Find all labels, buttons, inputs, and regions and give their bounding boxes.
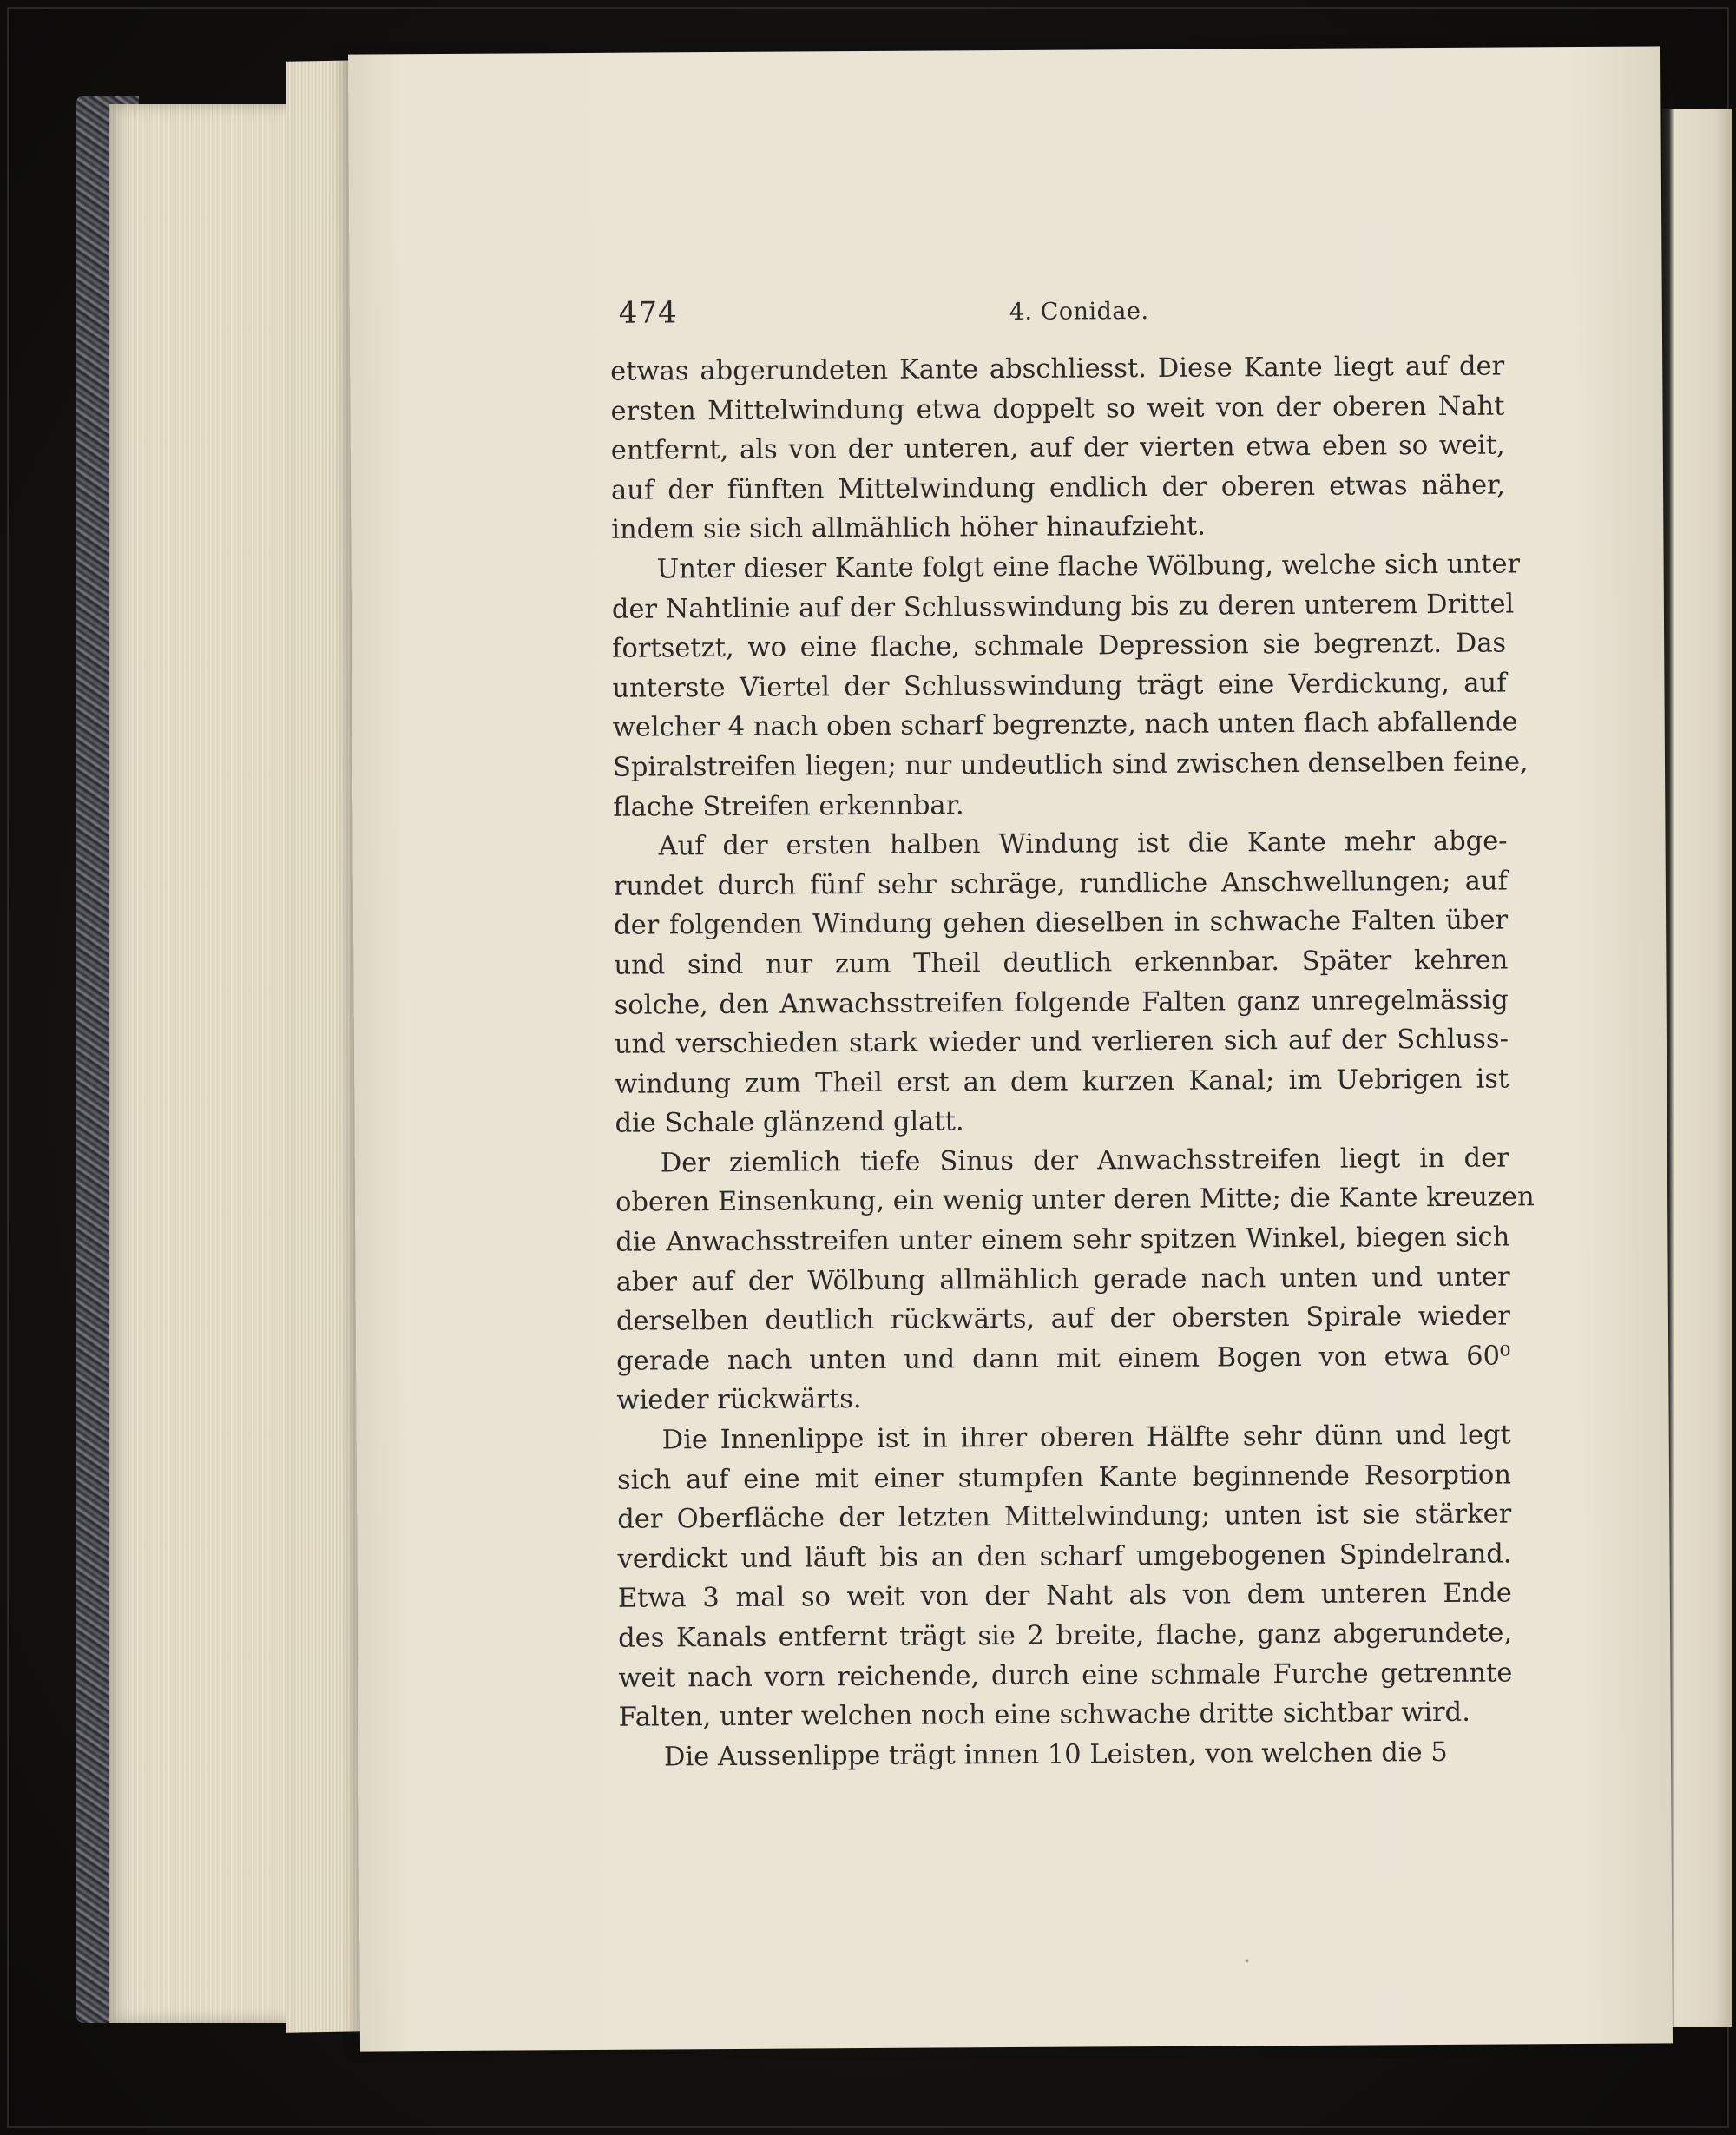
- text-line: rundet durch fünf sehr schräge, rundliche Anschwellungen; auf: [613, 866, 1508, 902]
- text-line: Spiralstreifen liegen; nur undeutlich sind zwischen denselben feine,: [612, 747, 1529, 783]
- text-line: der Nahtlinie auf der Schlusswindung bis zu deren unterem Drittel: [611, 589, 1515, 625]
- text-line: der folgenden Windung gehen dieselben in schwache Falten über: [614, 905, 1509, 942]
- text-line: entfernt, als von der unteren, auf der vierten etwa eben so weit,: [610, 430, 1505, 466]
- text-line: unterste Viertel der Schlusswindung trägt eine Verdickung, auf: [612, 668, 1507, 704]
- text-line: flache Streifen erkennbar.: [613, 789, 964, 823]
- text-line: sich auf eine mit einer stumpfen Kante beginnende Resorption: [616, 1460, 1512, 1496]
- text-line: verdickt und läuft bis an den scharf umgebogenen Spindelrand.: [617, 1539, 1512, 1575]
- paper-speck: [1245, 1959, 1248, 1962]
- text-line: Die Aussenlippe trägt innen 10 Leisten, von welchen die 5: [663, 1736, 1448, 1773]
- page-header: [619, 291, 1487, 348]
- text-line: der Oberfläche der letzten Mittelwindung; unten ist sie stärker: [617, 1499, 1512, 1535]
- text-line: und verschieden stark wieder und verlieren sich auf der Schluss-: [614, 1024, 1509, 1060]
- text-line: indem sie sich allmählich höher hinaufzieht.: [611, 511, 1206, 546]
- text-line: weit nach vorn reichende, durch eine schmale Furche getrennte: [618, 1657, 1513, 1694]
- paragraph: [615, 1138, 1535, 1420]
- paragraph: [610, 347, 1505, 550]
- text-line: Auf der ersten halben Windung ist die Kante mehr abge-: [658, 826, 1508, 862]
- text-line: Die Innenlippe ist in ihrer oberen Hälfte sehr dünn und legt: [661, 1420, 1511, 1456]
- text-line: die Anwachsstreifen unter einem sehr spitzen Winkel, biegen sich: [615, 1222, 1510, 1258]
- text-line: des Kanals entfernt trägt sie 2 breite, flache, ganz abgerundete,: [618, 1618, 1513, 1654]
- text-line: gerade nach unten und dann mit einem Bogen von etwa 60⁰: [616, 1341, 1511, 1377]
- paragraph: [619, 1732, 1513, 1777]
- facing-page-edge: [1662, 109, 1732, 2027]
- text-line: die Schale glänzend glatt.: [615, 1106, 964, 1140]
- text-line: aber auf der Wölbung allmählich gerade nach unten und unter: [615, 1262, 1510, 1298]
- paragraph: [611, 544, 1529, 827]
- text-line: Falten, unter welchen noch eine schwache dritte sichtbar wird.: [618, 1697, 1470, 1733]
- body-text: [610, 347, 1535, 1778]
- text-line: etwas abgerundeten Kante abschliesst. Diese Kante liegt auf der: [610, 351, 1505, 387]
- text-line: welcher 4 nach oben scharf begrenzte, nach unten flach abfallende: [612, 707, 1518, 744]
- page-stack-left: [108, 104, 317, 2023]
- text-line: Etwa 3 mal so weit von der Naht als von dem unteren Ende: [617, 1578, 1512, 1615]
- paragraph: [613, 822, 1509, 1144]
- text-line: ersten Mittelwindung etwa doppelt so weit von der oberen Naht: [610, 391, 1505, 427]
- book-page: [348, 46, 1673, 2051]
- text-line: solche, den Anwachsstreifen folgende Falten ganz unregelmässig: [614, 984, 1509, 1021]
- paragraph: [617, 1416, 1513, 1738]
- text-line: und sind nur zum Theil deutlich erkennbar. Später kehren: [614, 945, 1509, 981]
- text-line: derselben deutlich rückwärts, auf der obersten Spirale wieder: [615, 1301, 1511, 1338]
- text-line: wieder rückwärts.: [616, 1384, 862, 1417]
- running-title: 4. Conidae.: [1009, 298, 1149, 326]
- text-line: auf der fünften Mittelwindung endlich der oberen etwas näher,: [610, 470, 1506, 506]
- text-line: windung zum Theil erst an dem kurzen Kanal; im Uebrigen ist: [615, 1064, 1509, 1100]
- text-line: Unter dieser Kante folgt eine flache Wölbung, welche sich unter: [656, 549, 1521, 585]
- page-number: 474: [618, 295, 678, 331]
- text-line: Der ziemlich tiefe Sinus der Anwachsstreifen liegt in der: [660, 1143, 1509, 1179]
- text-line: oberen Einsenkung, ein wenig unter deren Mitte; die Kante kreuzen: [615, 1182, 1535, 1219]
- text-line: fortsetzt, wo eine flache, schmale Depression sie begrenzt. Das: [612, 628, 1507, 664]
